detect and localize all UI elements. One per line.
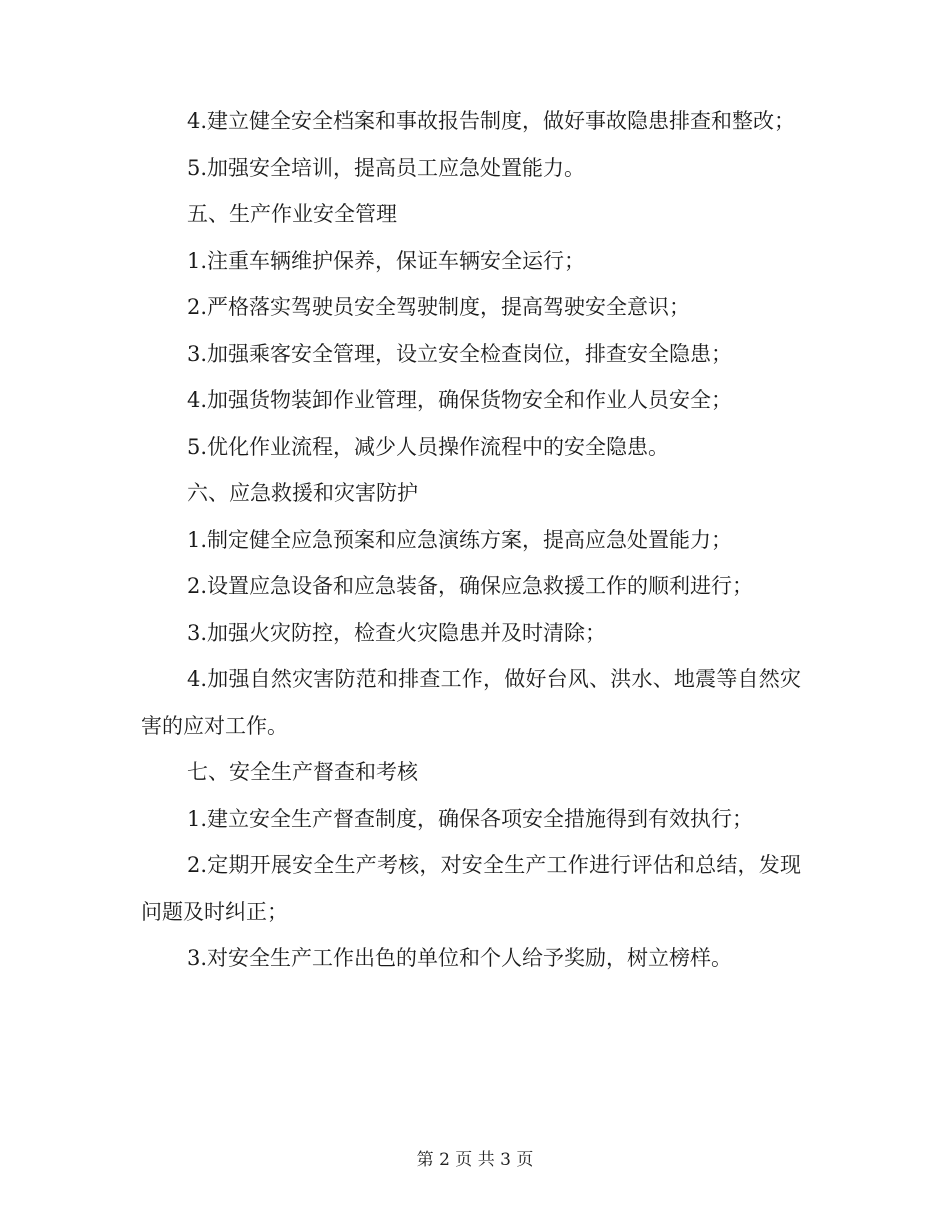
page-number-footer: 第 2 页 共 3 页 (416, 1150, 534, 1170)
paragraph: 2.定期开展安全生产考核，对安全生产工作进行评估和总结，发现问题及时纠正； (141, 853, 801, 924)
paragraph: 1.制定健全应急预案和应急演练方案，提高应急处置能力； (187, 527, 733, 552)
paragraph: 2.严格落实驾驶员安全驾驶制度，提高驾驶安全意识； (187, 295, 691, 319)
paragraph: 5.加强安全培训，提高员工应急处置能力。 (187, 155, 586, 180)
paragraph: 3.对安全生产工作出色的单位和个人给予奖励，树立榜样。 (187, 946, 733, 970)
paragraph: 4.加强货物装卸作业管理，确保货物安全和作业人员安全； (187, 388, 733, 412)
paragraph: 2.设置应急设备和应急装备，确保应急救援工作的顺利进行； (187, 574, 754, 598)
document-body (141, 98, 801, 982)
paragraph: 4.建立健全安全档案和事故报告制度，做好事故隐患排查和整改； (187, 109, 796, 133)
paragraph: 1.注重车辆维护保养，保证车辆安全运行； (187, 248, 586, 273)
paragraph: 5.优化作业流程，减少人员操作流程中的安全隐患。 (187, 434, 670, 459)
paragraph: 3.加强火灾防控，检查火灾隐患并及时清除； (187, 620, 607, 645)
section-heading: 七、安全生产督查和考核 (187, 760, 418, 784)
paragraph: 3.加强乘客安全管理，设立安全检查岗位，排查安全隐患； (187, 341, 733, 366)
section-heading: 五、生产作业安全管理 (187, 202, 397, 226)
paragraph: 4.加强自然灾害防范和排查工作，做好台风、洪水、地震等自然灾害的应对工作。 (141, 667, 801, 738)
paragraph: 1.建立安全生产督查制度，确保各项安全措施得到有效执行； (187, 806, 754, 831)
section-heading: 六、应急救援和灾害防护 (187, 481, 418, 505)
